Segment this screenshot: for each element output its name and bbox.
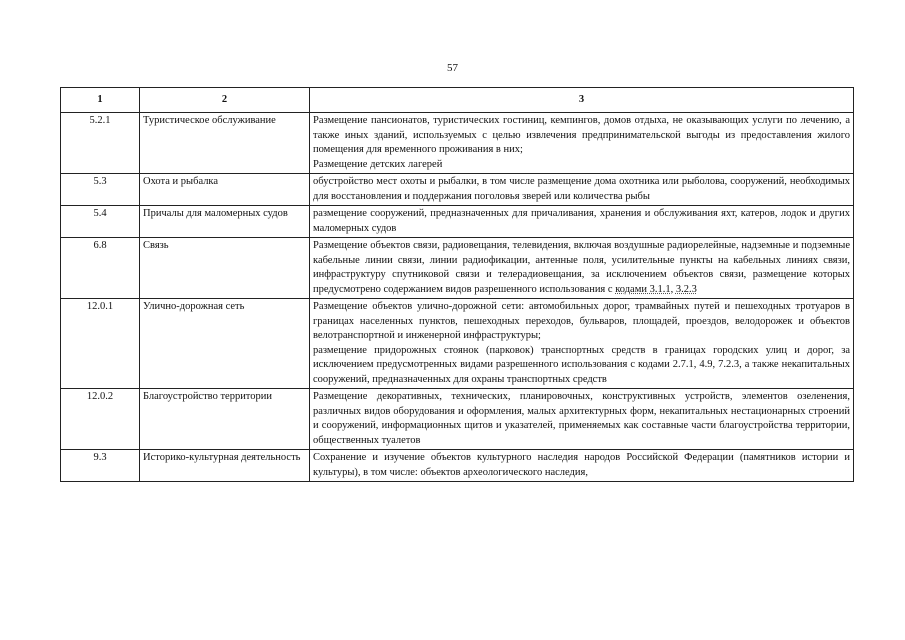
description-paragraph: размещение придорожных стоянок (парковок) транспортных средств в границах городских улиц и дорог, за исключением предусмотренных видами разрешенного использования с кодами 2.7.1, 4.9, 7.2.3, а также некапитальных сооружений, предназначенных для охраны транспортных средств — [313, 344, 850, 385]
row-description — [310, 113, 854, 174]
row-code: 12.0.1 — [61, 299, 140, 389]
row-code: 5.3 — [61, 174, 140, 206]
table-header-row — [61, 88, 854, 113]
row-name: Улично-дорожная сеть — [140, 299, 310, 389]
row-name: Связь — [140, 238, 310, 299]
table-row — [61, 238, 854, 299]
row-description — [310, 238, 854, 299]
description-paragraph: размещение сооружений, предназначенных для причаливания, хранения и обслуживания яхт, катеров, лодок и других маломерных судов — [313, 208, 850, 234]
description-text: Размещение объектов связи, радиовещания, телевидения, включая воздушные радиорелейные, надземные и подземные кабельные линии связи, линии радиофикации, антенные поля, усилительные пункты на кабельных линиях связи, инфраструктуру спутниковой связи и телерадиовещания, за исключением объектов связи, размещение которых предусмотрено содержанием видов разрешенного использования с — [313, 240, 850, 295]
row-description — [310, 450, 854, 482]
page-number: 57 — [447, 62, 458, 74]
row-code: 5.2.1 — [61, 113, 140, 174]
table-row — [61, 174, 854, 206]
row-name: Охота и рыбалка — [140, 174, 310, 206]
description-paragraph: обустройство мест охоты и рыбалки, в том числе размещение дома охотника или рыболова, сооружений, необходимых для восстановления и поддержания поголовья зверей или количества рыбы — [313, 176, 850, 202]
table-row — [61, 113, 854, 174]
row-code: 9.3 — [61, 450, 140, 482]
description-paragraph: Размещение объектов улично-дорожной сети: автомобильных дорог, трамвайных путей и пешеходных тротуаров в границах населенных пунктов, пешеходных переходов, бульваров, площадей, проездов, велодорожек и объектов велотранспортной и инженерной инфраструктуры; — [313, 301, 850, 341]
code-link-3-2-3[interactable]: 3.2.3 — [675, 283, 697, 295]
row-name: Причалы для маломерных судов — [140, 206, 310, 238]
row-description — [310, 206, 854, 238]
description-paragraph: Сохранение и изучение объектов культурного наследия народов Российской Федерации (памятников истории и культуры), в том числе: объектов археологического наследия, — [313, 452, 850, 478]
header-col-2: 2 — [140, 88, 310, 113]
description-paragraph: Размещение детских лагерей — [313, 158, 443, 170]
description-paragraph: Размещение пансионатов, туристических гостиниц, кемпингов, домов отдыха, не оказывающих услуги по лечению, а также иных зданий, используемых с целью извлечения предпринимательской выгоды из предоставления жилого помещения для временного проживания в них; — [313, 115, 850, 155]
code-link-3-1-1[interactable]: кодами 3.1.1 — [615, 283, 671, 295]
table-row — [61, 450, 854, 482]
header-col-1: 1 — [61, 88, 140, 113]
table-row — [61, 206, 854, 238]
row-code: 12.0.2 — [61, 389, 140, 450]
zoning-table — [60, 87, 854, 482]
row-name: Благоустройство территории — [140, 389, 310, 450]
row-code: 5.4 — [61, 206, 140, 238]
table-row — [61, 389, 854, 450]
row-code: 6.8 — [61, 238, 140, 299]
row-description — [310, 299, 854, 389]
table-row — [61, 299, 854, 389]
row-name: Туристическое обслуживание — [140, 113, 310, 174]
row-description — [310, 389, 854, 450]
link-separator: , — [670, 283, 676, 295]
header-col-3: 3 — [310, 88, 854, 113]
description-paragraph: Размещение декоративных, технических, планировочных, конструктивных устройств, элементов озеленения, различных видов оборудования и оформления, малых архитектурных форм, некапитальных нестационарных строений и сооружений, информационных щитов и указателей, применяемых как составные части благоустройства территории, общественных туалетов — [313, 391, 850, 446]
row-description — [310, 174, 854, 206]
row-name: Историко-культурная деятельность — [140, 450, 310, 482]
